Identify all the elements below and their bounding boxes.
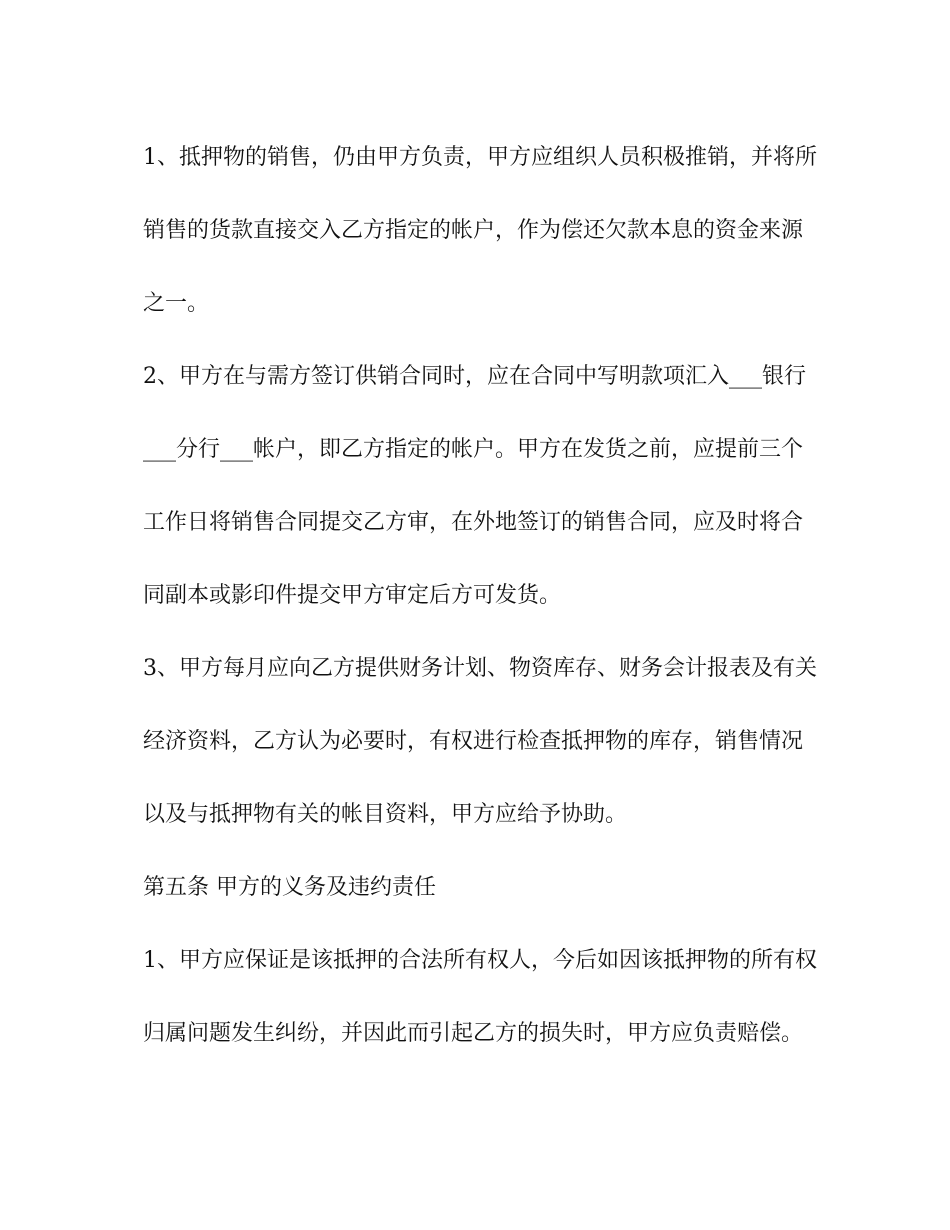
text-line-3: 之一。	[143, 291, 210, 316]
text-line-7: 同副本或影印件提交甲方审定后方可发货。	[143, 583, 562, 608]
document-body	[143, 128, 817, 1077]
text-line-1: 1、抵押物的销售，仍由甲方负责，甲方应组织人员积极推销，并将所	[143, 145, 817, 170]
text-line-9: 经济资料，乙方认为必要时，有权进行检查抵押物的库存，销售情况	[143, 729, 804, 754]
section-heading: 第五条 甲方的义务及违约责任	[143, 875, 436, 900]
text-line-12: 1、甲方应保证是该抵押的合法所有权人，今后如因该抵押物的所有权	[143, 948, 817, 973]
text-line-4: 2、甲方在与需方签订供销合同时，应在合同中写明款项汇入___银行	[143, 364, 806, 389]
text-line-8: 3、甲方每月应向乙方提供财务计划、物资库存、财务会计报表及有关	[143, 656, 817, 681]
text-line-2: 销售的货款直接交入乙方指定的帐户，作为偿还欠款本息的资金来源	[143, 218, 804, 243]
text-line-13: 归属问题发生纠纷，并因此而引起乙方的损失时，甲方应负责赔偿。	[143, 1021, 804, 1046]
text-line-10: 以及与抵押物有关的帐目资料，甲方应给予协助。	[143, 802, 628, 827]
text-line-5: ___分行___帐户，即乙方指定的帐户。甲方在发货之前，应提前三个	[143, 437, 804, 462]
text-line-6: 工作日将销售合同提交乙方审，在外地签订的销售合同，应及时将合	[143, 510, 804, 535]
